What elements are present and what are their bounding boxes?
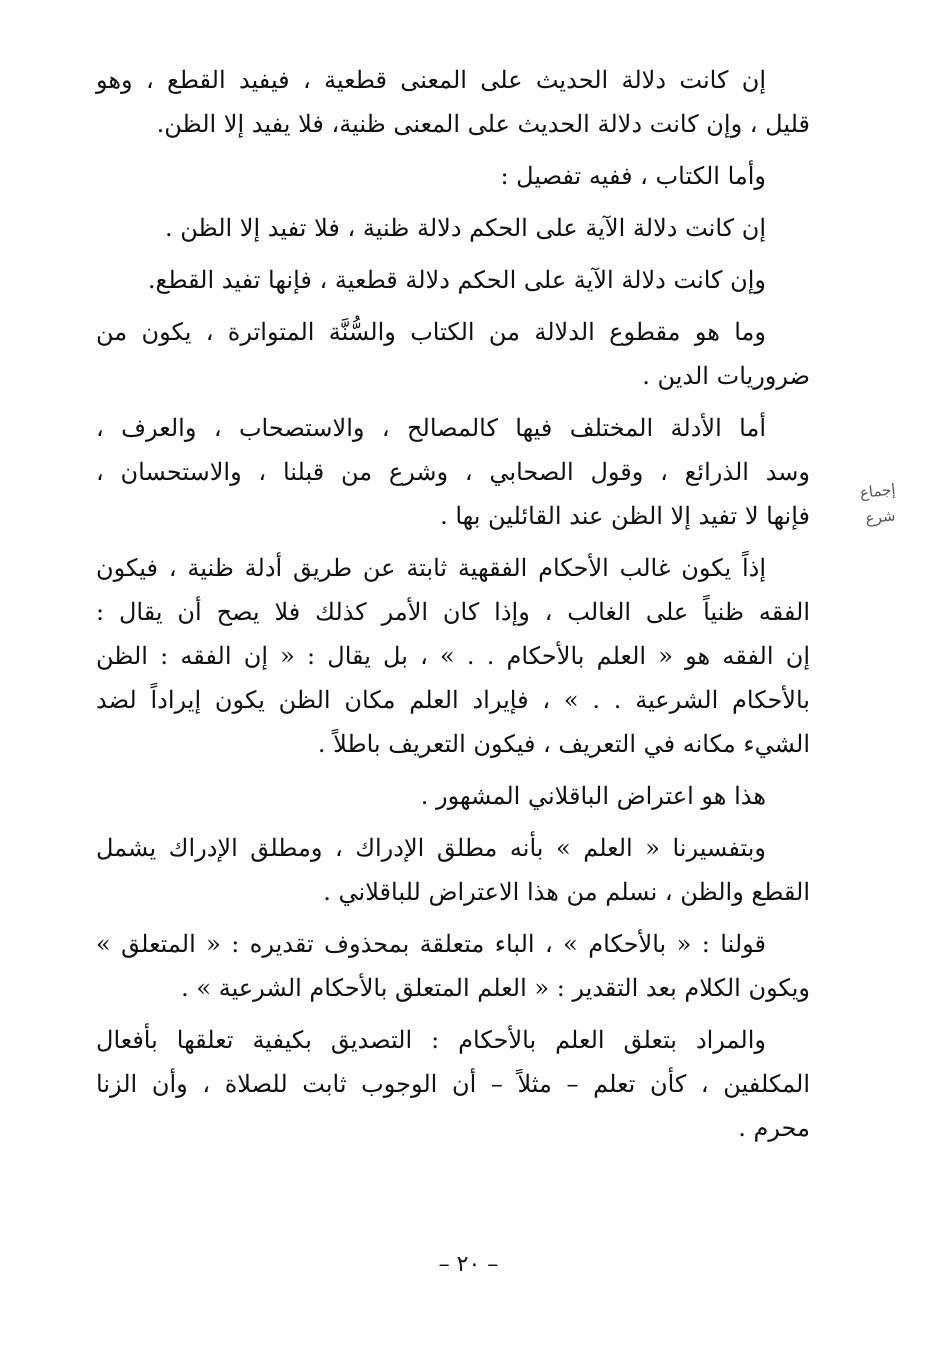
paragraph bbox=[96, 58, 810, 146]
text-line: فإنها لا تفيد إلا الظن عند القائلين بها . bbox=[440, 502, 810, 530]
paragraph bbox=[96, 546, 810, 766]
paragraph bbox=[96, 922, 810, 1010]
text-line: والمراد بتعلق العلم بالأحكام : التصديق بكيفية تعلقها بأفعال bbox=[96, 1026, 766, 1054]
paragraph bbox=[96, 206, 810, 250]
text-line: إن كانت دلالة الحديث على المعنى قطعية ، فيفيد القطع ، وهو bbox=[96, 66, 766, 94]
text-line: إن الفقه هو « العلم بالأحكام . . » ، بل يقال : « إن الفقه : الظن bbox=[96, 642, 810, 670]
text-line: وسد الذرائع ، وقول الصحابي ، وشرع من قبلنا ، والاستحسان ، bbox=[96, 458, 811, 486]
text-line: إذاً يكون غالب الأحكام الفقهية ثابتة عن طريق أدلة ظنية ، فيكون bbox=[96, 554, 767, 582]
text-line: بالأحكام الشرعية . . » ، فإيراد العلم مكان الظن يكون إيراداً لضد bbox=[96, 686, 810, 714]
text-line: هذا هو اعتراض الباقلاني المشهور . bbox=[420, 782, 766, 810]
text-line: محرم . bbox=[738, 1114, 810, 1142]
text-line: الشيء مكانه في التعريف ، فيكون التعريف باطلاً . bbox=[317, 730, 810, 758]
text-line: المكلفين ، كأن تعلم – مثلاً – أن الوجوب ثابت للصلاة ، وأن الزنا bbox=[96, 1070, 810, 1098]
paragraph bbox=[96, 258, 810, 302]
text-line: ضروريات الدين . bbox=[642, 362, 810, 390]
handwritten-margin-note bbox=[834, 474, 925, 535]
margin-note-line-2: شرع bbox=[864, 506, 897, 528]
page-number: – ٢٠ – bbox=[438, 1252, 499, 1277]
text-line: وأما الكتاب ، ففيه تفصيل : bbox=[500, 162, 766, 190]
text-line: القطع والظن ، نسلم من هذا الاعتراض للباقلاني . bbox=[323, 878, 810, 906]
text-line: وبتفسيرنا « العلم » بأنه مطلق الإدراك ، ومطلق الإدراك يشمل bbox=[96, 834, 766, 862]
paragraph bbox=[96, 406, 810, 538]
text-line: إن كانت دلالة الآية على الحكم دلالة ظنية ، فلا تفيد إلا الظن . bbox=[164, 214, 766, 242]
paragraph bbox=[96, 826, 810, 914]
text-line: وإن كانت دلالة الآية على الحكم دلالة قطعية ، فإنها تفيد القطع. bbox=[147, 266, 766, 294]
paragraph bbox=[96, 154, 810, 198]
paragraph bbox=[96, 1018, 810, 1150]
text-line: الفقه ظنياً على الغالب ، وإذا كان الأمر كذلك فلا يصح أن يقال : bbox=[96, 598, 811, 626]
text-line: قليل ، وإن كانت دلالة الحديث على المعنى ظنية، فلا يفيد إلا الظن. bbox=[156, 110, 810, 138]
text-line: وما هو مقطوع الدلالة من الكتاب والسُّنَّة المتواترة ، يكون من bbox=[96, 318, 766, 346]
margin-note-line-1: إجماع bbox=[858, 480, 897, 502]
text-line: ويكون الكلام بعد التقدير : « العلم المتعلق بالأحكام الشرعية » . bbox=[181, 974, 810, 1002]
page-body bbox=[96, 58, 810, 1158]
paragraph bbox=[96, 310, 810, 398]
text-line: قولنا : « بالأحكام » ، الباء متعلقة بمحذوف تقديره : « المتعلق » bbox=[96, 930, 766, 958]
text-line: أما الأدلة المختلف فيها كالمصالح ، والاستصحاب ، والعرف ، bbox=[96, 414, 766, 442]
paragraph bbox=[96, 774, 810, 818]
